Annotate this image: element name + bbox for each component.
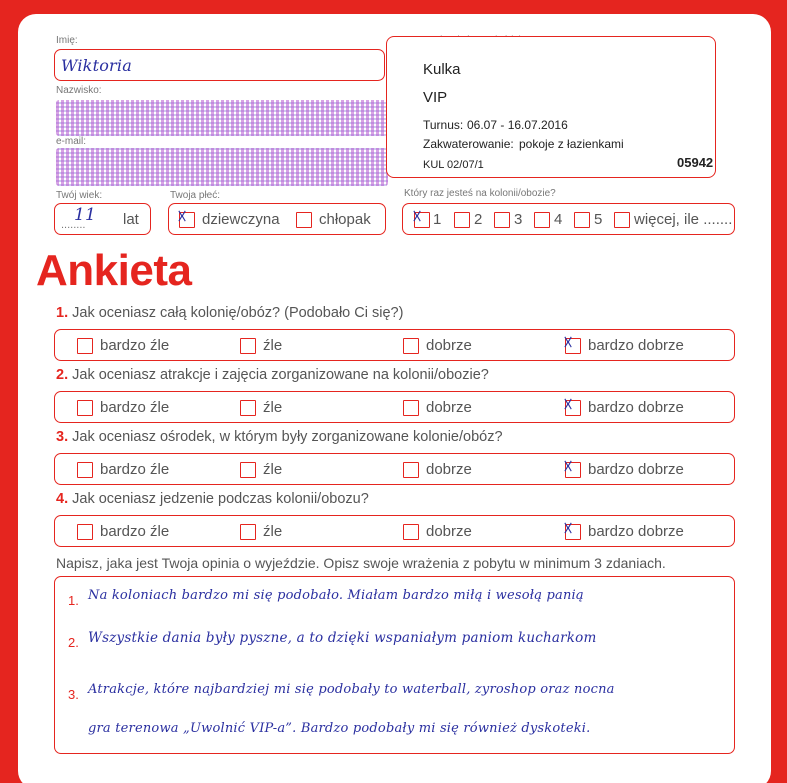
check-mark-icon: ☓ [177, 206, 188, 228]
rating-option-label: bardzo źle [100, 461, 170, 478]
redacted-email [56, 148, 388, 186]
name-field[interactable] [54, 49, 385, 81]
rating-checkbox[interactable] [403, 338, 419, 354]
rating-checkbox[interactable] [403, 462, 419, 478]
check-mark-icon: ☓ [563, 332, 574, 354]
times-option-more: więcej, ile ....... [634, 211, 733, 228]
question-number: 1. [56, 305, 69, 321]
check-mark-icon: ☓ [563, 394, 574, 416]
age-label: Twój wiek: [56, 190, 103, 201]
times-label: Który raz jesteś na kolonii/obozie? [404, 188, 556, 199]
rating-checkbox[interactable] [240, 524, 256, 540]
check-mark-icon: ☓ [412, 206, 423, 228]
question-text [56, 305, 403, 321]
question-number: 3. [56, 429, 69, 445]
gender-label: Twoja płeć: [170, 190, 221, 201]
rating-option-label: dobrze [426, 337, 472, 354]
opinion-line-number: 3. [68, 687, 79, 702]
rating-option-label: bardzo dobrze [588, 337, 684, 354]
participation-ticket [386, 36, 716, 178]
rating-checkbox[interactable] [77, 338, 93, 354]
turnus-label: Turnus: [423, 118, 464, 132]
rating-option-label: bardzo dobrze [588, 461, 684, 478]
accommodation-value: pokoje z łazienkami [519, 137, 624, 151]
opinion-prompt: Napisz, jaka jest Twoja opinia o wyjeździe. Opisz swoje wrażenia z pobytu w minimum 3 zdaniach. [56, 555, 666, 571]
times-checkbox-more[interactable] [614, 212, 630, 228]
times-checkbox-5[interactable] [574, 212, 590, 228]
gender-option-boy: chłopak [319, 211, 371, 228]
times-option-5: 5 [594, 211, 603, 228]
times-option-2: 2 [474, 211, 483, 228]
survey-title: Ankieta [36, 246, 192, 295]
rating-option-label: źle [263, 337, 283, 354]
question-label: Jak oceniasz jedzenie podczas kolonii/obozu? [72, 491, 369, 507]
rating-row [54, 329, 735, 361]
ticket-code: KUL 02/07/1 [423, 159, 484, 171]
rating-checkbox[interactable] [563, 456, 581, 478]
name-label: Imię: [56, 35, 78, 46]
opinion-line-text: gra terenowa „Uwolnić VIP-a”. Bardzo podobały mi się również dyskoteki. [88, 721, 591, 736]
rating-checkbox[interactable] [403, 400, 419, 416]
rating-option-label: dobrze [426, 399, 472, 416]
rating-option-label: bardzo źle [100, 337, 170, 354]
opinion-line-text: Atrakcje, które najbardziej mi się podobały to waterball, zyroshop oraz nocna [88, 682, 615, 697]
times-option-1: 1 [433, 211, 442, 228]
question-label: Jak oceniasz całą kolonię/obóz? (Podobało Ci się?) [72, 305, 404, 321]
question-text [56, 429, 503, 445]
rating-checkbox[interactable] [240, 338, 256, 354]
question-label: Jak oceniasz atrakcje i zajęcia zorganizowane na kolonii/obozie? [72, 367, 489, 383]
rating-row [54, 391, 735, 423]
rating-option-label: bardzo dobrze [588, 399, 684, 416]
rating-option-label: bardzo źle [100, 399, 170, 416]
rating-checkbox[interactable] [240, 400, 256, 416]
question-text [56, 491, 369, 507]
question-number: 4. [56, 491, 69, 507]
rating-option-label: dobrze [426, 461, 472, 478]
opinion-line-text: Wszystkie dania były pyszne, a to dzięki wspaniałym paniom kucharkom [88, 630, 597, 646]
accommodation-label: Zakwaterowanie: [423, 137, 514, 151]
opinion-line-number: 1. [68, 593, 79, 608]
rating-checkbox[interactable] [240, 462, 256, 478]
rating-option-label: źle [263, 523, 283, 540]
age-unit: lat [123, 211, 139, 228]
rating-checkbox[interactable] [403, 524, 419, 540]
gender-option-girl: dziewczyna [202, 211, 280, 228]
check-mark-icon: ☓ [563, 456, 574, 478]
opinion-line-text: Na koloniach bardzo mi się podobało. Miałam bardzo miłą i wesołą panią [88, 588, 584, 603]
times-option-3: 3 [514, 211, 523, 228]
age-value: 11 [74, 205, 97, 225]
ticket-number: 05942 [677, 155, 714, 170]
check-mark-icon: ☓ [563, 518, 574, 540]
camp-package: VIP [423, 89, 448, 106]
age-field[interactable] [54, 203, 151, 235]
rating-option-label: bardzo dobrze [588, 523, 684, 540]
age-dots: ........ [61, 219, 86, 231]
rating-checkbox[interactable] [563, 394, 581, 416]
question-text [56, 367, 489, 383]
rating-checkbox[interactable] [563, 332, 581, 354]
gender-field [168, 203, 386, 235]
times-checkbox-2[interactable] [454, 212, 470, 228]
camp-name: Kulka [423, 61, 461, 78]
times-option-4: 4 [554, 211, 563, 228]
times-checkbox-3[interactable] [494, 212, 510, 228]
times-field [402, 203, 735, 235]
opinion-line-number: 2. [68, 635, 79, 650]
rating-checkbox[interactable] [77, 462, 93, 478]
times-checkbox-1[interactable] [412, 206, 430, 228]
surname-label: Nazwisko: [56, 85, 102, 96]
redacted-surname [56, 100, 388, 136]
rating-checkbox[interactable] [563, 518, 581, 540]
rating-option-label: bardzo źle [100, 523, 170, 540]
name-value: Wiktoria [61, 56, 132, 75]
rating-checkbox[interactable] [77, 524, 93, 540]
turnus-value: 06.07 - 16.07.2016 [467, 118, 568, 132]
email-label: e-mail: [56, 136, 87, 147]
rating-option-label: źle [263, 399, 283, 416]
rating-row [54, 515, 735, 547]
question-label: Jak oceniasz ośrodek, w którym były zorganizowane kolonie/obóz? [72, 429, 503, 445]
rating-checkbox[interactable] [77, 400, 93, 416]
rating-row [54, 453, 735, 485]
question-number: 2. [56, 367, 69, 383]
rating-option-label: źle [263, 461, 283, 478]
gender-checkbox-girl[interactable] [177, 206, 195, 228]
rating-option-label: dobrze [426, 523, 472, 540]
gender-checkbox-boy[interactable] [296, 212, 312, 228]
times-checkbox-4[interactable] [534, 212, 550, 228]
